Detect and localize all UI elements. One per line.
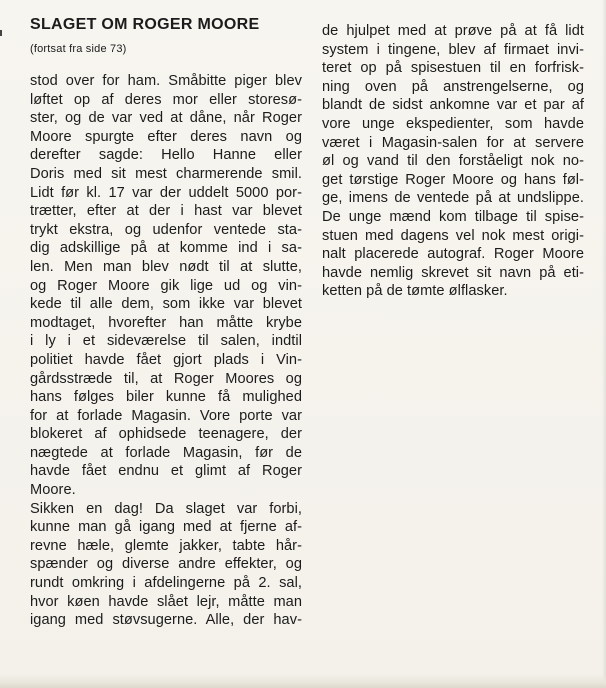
text-line: dig adskillige på at komme ind i sa-	[30, 240, 302, 257]
text-line: ster, og de var ved at dåne, når Roger	[30, 110, 302, 127]
text-line: trætter, efter at der i hast var blevet	[30, 203, 302, 220]
text-line: politiet havde fået gjort plads i Vin-	[30, 351, 302, 368]
text-line: de hjulpet med at prøve på at få lidt	[322, 23, 584, 39]
continued-from-note: (fortsat fra side 73)	[30, 43, 127, 55]
text-line: stod over for ham. Småbitte piger blev	[30, 73, 302, 89]
text-line: Moore.	[30, 482, 76, 499]
text-line: derefter sagde: Hello Hanne eller	[30, 147, 302, 164]
text-line: i ly i et sideværelse til salen, indtil	[30, 333, 302, 350]
text-line: Doris med sit mest charmerende smil.	[30, 165, 302, 182]
left-column-body	[30, 72, 302, 630]
text-line: kede til alle dem, som ikke var blevet	[30, 296, 302, 313]
text-line: igang med støvsugerne. Alle, der hav-	[30, 612, 302, 629]
text-line: blokeret af ophidsede teenagere, der	[30, 426, 302, 443]
text-line: revne hæle, glemte jakker, tabte hår-	[30, 537, 302, 554]
text-line: nalt placerede autograf. Roger Moore	[322, 246, 584, 263]
text-line: for at forlade Magasin. Vore porte var	[30, 407, 302, 424]
text-line: ketten på de tømte ølflasker.	[322, 283, 508, 300]
margin-mark	[0, 30, 2, 36]
text-line: øl og vand til den forståeligt nok no-	[322, 153, 584, 170]
text-line: De unge mænd kom tilbage til spise-	[322, 208, 584, 225]
text-line: Moore spurgte efter deres navn og	[30, 128, 302, 145]
text-line: ge, imens de ventede på at undslippe.	[322, 190, 584, 207]
text-line: gårdsstræde til, at Roger Moores og	[30, 370, 302, 387]
page-edge-shadow	[602, 0, 606, 688]
text-line: Lidt før kl. 17 var der uddelt 5000 por-	[30, 184, 302, 201]
text-line: hvor køen havde slået lejr, måtte man	[30, 593, 302, 610]
text-line: system i tingene, blev af firmaet invi-	[322, 41, 584, 58]
text-line: nægtede at forlade Magasin, før de	[30, 444, 302, 461]
text-line: Sikken en dag! Da slaget var forbi,	[30, 500, 302, 517]
text-line: været i Magasin-salen for at servere	[322, 134, 584, 151]
text-line: ning oven på anstrengelserne, og	[322, 78, 584, 95]
page-bottom-edge	[0, 674, 606, 688]
text-line: vore unge ekspedienter, som havde	[322, 115, 584, 132]
text-line: og Roger Moore gik lige ud og vin-	[30, 277, 302, 294]
text-line: spænder og diverse andre effekter, og	[30, 556, 302, 573]
text-line: havde fået endnu et glimt af Roger	[30, 463, 302, 480]
text-line: løftet op af deres mor eller storesø-	[30, 91, 302, 108]
left-column	[30, 12, 302, 630]
text-line: get tørstige Roger Moore og hans føl-	[322, 171, 584, 188]
text-line: rundt omkring i afdelingerne på 2. sal,	[30, 575, 302, 592]
text-line: blandt de sidst ankomne var et par af	[322, 97, 584, 114]
text-line: hans følges biler kunne få mulighed	[30, 389, 302, 406]
text-line: stuen med dagens vel nok mest origi-	[322, 227, 584, 244]
article-headline: SLAGET OM ROGER MOORE	[30, 16, 260, 33]
text-line: trykt ekstra, og udenfor ventede sta-	[30, 221, 302, 238]
text-line: teret op på spisestuen til en forfrisk-	[322, 60, 584, 77]
text-line: kunne man gå igang med at fjerne af-	[30, 519, 302, 536]
text-line: len. Men man blev nødt til at slutte,	[30, 258, 302, 275]
right-column	[322, 22, 584, 301]
text-line: modtaget, hvorefter han måtte krybe	[30, 314, 302, 331]
text-line: havde nemlig skrevet sit navn på eti-	[322, 264, 584, 281]
